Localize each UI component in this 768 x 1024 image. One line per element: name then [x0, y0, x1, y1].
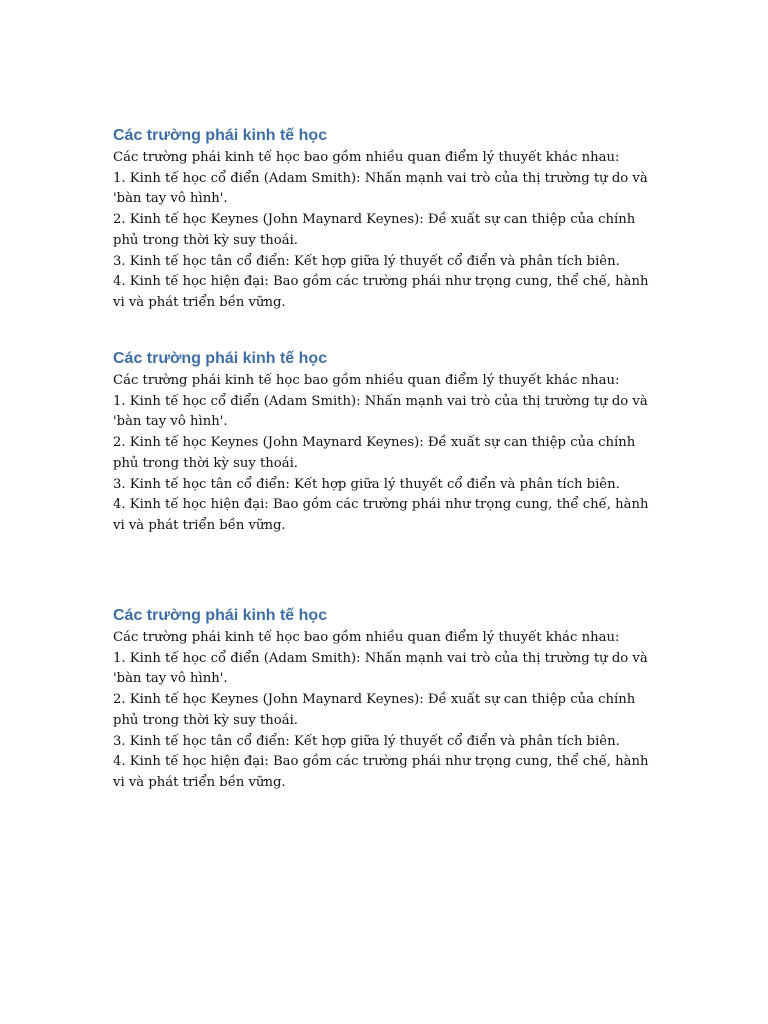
- section-heading: Các trường phái kinh tế học: [113, 350, 328, 367]
- list-item-keynes: 2. Kinh tế học Keynes (John Maynard Keynes): Đề xuất sự can thiệp của chính phủ trong thời kỳ suy thoái.: [113, 435, 636, 471]
- list-item-modern: 4. Kinh tế học hiện đại: Bao gồm các trường phái như trọng cung, thể chế, hành vi và phát triển bền vững.: [113, 497, 649, 533]
- list-item-classical: 1. Kinh tế học cổ điển (Adam Smith): Nhấn mạnh vai trò của thị trường tự do và 'bàn tay vô hình'.: [113, 170, 648, 207]
- section-2: [113, 349, 658, 537]
- section-3: [113, 606, 658, 794]
- intro-paragraph: Các trường phái kinh tế học bao gồm nhiều quan điểm lý thuyết khác nhau:: [113, 373, 620, 388]
- list-item-neoclassical: 3. Kinh tế học tân cổ điển: Kết hợp giữa lý thuyết cổ điển và phân tích biên.: [113, 253, 620, 269]
- section-1: [113, 126, 658, 314]
- list-item-modern: 4. Kinh tế học hiện đại: Bao gồm các trường phái như trọng cung, thể chế, hành vi và phát triển bền vững.: [113, 754, 649, 790]
- section-heading: Các trường phái kinh tế học: [113, 127, 328, 144]
- list-item-classical: 1. Kinh tế học cổ điển (Adam Smith): Nhấn mạnh vai trò của thị trường tự do và 'bàn tay vô hình'.: [113, 393, 648, 430]
- list-item-classical: 1. Kinh tế học cổ điển (Adam Smith): Nhấn mạnh vai trò của thị trường tự do và 'bàn tay vô hình'.: [113, 650, 648, 687]
- section-heading: Các trường phái kinh tế học: [113, 607, 328, 624]
- list-item-keynes: 2. Kinh tế học Keynes (John Maynard Keynes): Đề xuất sự can thiệp của chính phủ trong thời kỳ suy thoái.: [113, 212, 636, 248]
- list-item-neoclassical: 3. Kinh tế học tân cổ điển: Kết hợp giữa lý thuyết cổ điển và phân tích biên.: [113, 733, 620, 749]
- list-item-neoclassical: 3. Kinh tế học tân cổ điển: Kết hợp giữa lý thuyết cổ điển và phân tích biên.: [113, 476, 620, 492]
- list-item-keynes: 2. Kinh tế học Keynes (John Maynard Keynes): Đề xuất sự can thiệp của chính phủ trong thời kỳ suy thoái.: [113, 692, 636, 728]
- intro-paragraph: Các trường phái kinh tế học bao gồm nhiều quan điểm lý thuyết khác nhau:: [113, 630, 620, 645]
- list-item-modern: 4. Kinh tế học hiện đại: Bao gồm các trường phái như trọng cung, thể chế, hành vi và phát triển bền vững.: [113, 274, 649, 310]
- intro-paragraph: Các trường phái kinh tế học bao gồm nhiều quan điểm lý thuyết khác nhau:: [113, 150, 620, 165]
